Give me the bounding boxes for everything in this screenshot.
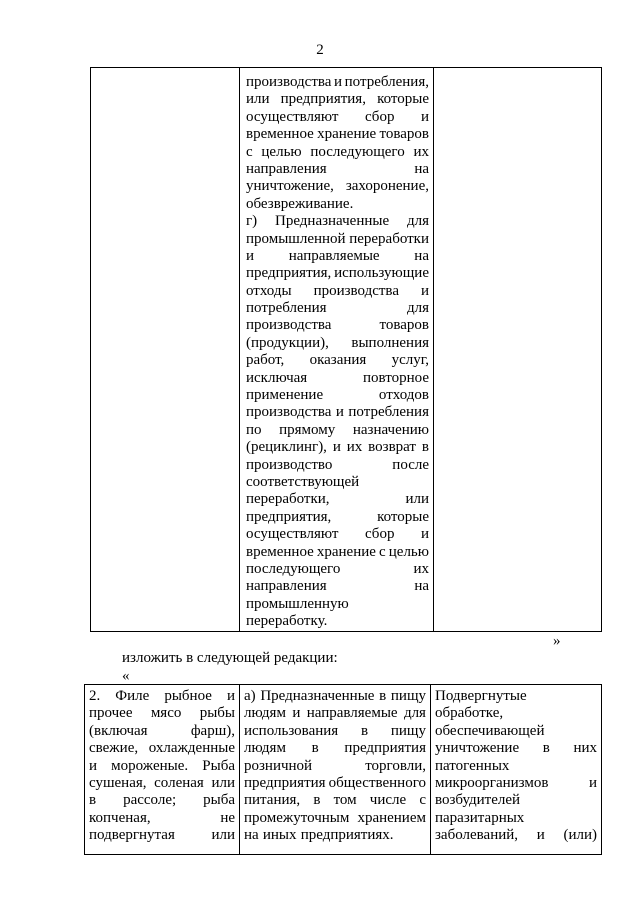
- word: целью: [388, 543, 429, 560]
- word: числе: [369, 792, 407, 809]
- word: и: [89, 757, 98, 774]
- table1-middle-line: [246, 178, 429, 195]
- opening-quote: «: [122, 668, 130, 684]
- table2-purpose-line: [244, 705, 426, 722]
- table2-product-line: [89, 827, 235, 844]
- table-new-edition: [84, 684, 602, 855]
- word: последующего: [246, 560, 341, 577]
- table2-condition-text: [435, 688, 597, 845]
- word: и: [292, 705, 301, 722]
- word: (включая: [89, 722, 148, 739]
- table2-product-line: [89, 688, 235, 705]
- word: направления: [246, 578, 327, 595]
- word: иных: [262, 827, 297, 844]
- word: рыбное: [164, 688, 212, 704]
- word: переработки: [349, 230, 429, 247]
- word: переработки,: [246, 491, 330, 508]
- word: или: [211, 827, 235, 844]
- word: не: [220, 809, 235, 826]
- word: и: [246, 247, 255, 264]
- word: (рециклинг),: [246, 439, 327, 456]
- word: оказания: [309, 352, 367, 369]
- table2-product-line: [89, 758, 235, 775]
- word: предприятия: [344, 740, 426, 757]
- word: фарш),: [190, 722, 235, 739]
- word: осуществляют: [246, 526, 339, 543]
- table1-right-cell: [434, 68, 602, 632]
- word: соленая: [154, 774, 204, 791]
- table1-middle-line: [246, 578, 429, 595]
- table1-middle-text: [246, 74, 429, 631]
- word: сбор: [364, 108, 395, 125]
- table1-middle-line: [246, 196, 429, 213]
- word: мясо: [150, 705, 182, 722]
- word: товаров: [379, 126, 429, 143]
- word: Рыба: [202, 757, 235, 774]
- word: производства: [246, 74, 332, 90]
- word: в: [421, 439, 429, 456]
- table1-middle-line: [246, 387, 429, 404]
- table1-middle-line: [246, 300, 429, 317]
- word: которые: [377, 508, 429, 525]
- table1-middle-line: [246, 265, 429, 282]
- word: после: [392, 456, 429, 473]
- word: них: [573, 740, 597, 757]
- word: и: [536, 827, 545, 844]
- word: Предназначенные: [275, 213, 390, 230]
- page-number: 2: [316, 42, 324, 58]
- word: производства: [246, 317, 332, 334]
- table1-middle-line: [246, 491, 429, 508]
- word: 2.: [89, 688, 101, 704]
- word: и: [226, 688, 235, 704]
- table2-product-line: [89, 775, 235, 792]
- word: уничтожение: [435, 740, 520, 757]
- word: возврат: [368, 439, 416, 456]
- word: исключая: [246, 369, 308, 386]
- table1-middle-line: [246, 248, 429, 265]
- word: сбор: [364, 526, 395, 543]
- word: с: [419, 792, 426, 809]
- table1-middle-line: [246, 231, 429, 248]
- table2-purpose-line: [244, 827, 426, 844]
- word: промышленную: [246, 595, 349, 612]
- word: их: [346, 439, 363, 456]
- word: и: [588, 774, 597, 791]
- word: хранением: [357, 809, 426, 826]
- table1-middle-line: [246, 457, 429, 474]
- word: временное: [246, 126, 314, 143]
- table2-product-line: [89, 740, 235, 757]
- word: паразитарных: [435, 809, 525, 826]
- table2-product-line: [89, 723, 235, 740]
- word: прямому: [279, 421, 336, 438]
- word: на: [244, 827, 259, 844]
- word: работ,: [246, 352, 285, 369]
- table1-middle-line: [246, 213, 429, 230]
- table2-purpose-line: [244, 792, 426, 809]
- word: розничной: [244, 757, 313, 774]
- word: или: [405, 491, 429, 508]
- closing-quote: »: [553, 633, 561, 649]
- table2-purpose-cell: [240, 685, 431, 855]
- table2-product-line: [89, 810, 235, 827]
- table2-purpose-line: [244, 810, 426, 827]
- word: производства: [313, 282, 399, 299]
- table1-middle-line: [246, 439, 429, 456]
- word: промежуточным: [244, 809, 350, 826]
- table2-purpose-line: [244, 775, 426, 792]
- table2-purpose-text: [244, 688, 426, 845]
- word: направляемые: [306, 705, 398, 722]
- word: предприятия,: [246, 508, 332, 525]
- table2-product-text: [89, 688, 235, 845]
- table2-product-line: [89, 792, 235, 809]
- word: направляемые: [288, 247, 380, 264]
- word: хранение: [316, 543, 376, 560]
- table-continued: [90, 67, 602, 632]
- word: патогенных: [435, 757, 510, 774]
- word: в: [542, 740, 550, 757]
- word: предприятия,: [280, 91, 366, 108]
- table2-condition-line: [435, 792, 597, 809]
- word: потребления: [246, 300, 327, 317]
- table1-middle-line: [246, 613, 429, 630]
- table1-middle-cell: [240, 68, 434, 632]
- word: осуществляют: [246, 108, 339, 125]
- word: и: [420, 108, 429, 125]
- word: мороженые.: [111, 757, 189, 774]
- word: выполнения: [351, 334, 429, 351]
- table1-middle-line: [246, 422, 429, 439]
- word: обезвреживание.: [246, 195, 354, 212]
- word: уничтожение,: [246, 178, 334, 195]
- table2-condition-cell: [431, 685, 602, 855]
- word: микроорганизмов: [435, 774, 549, 791]
- word: их: [413, 560, 429, 577]
- table1-middle-line: [246, 74, 429, 91]
- table2-purpose-line: [244, 723, 426, 740]
- word: общественного: [328, 774, 426, 791]
- word: обеспечивающей: [435, 722, 545, 739]
- table2-product-cell: [85, 685, 240, 855]
- word: обработке,: [435, 705, 504, 722]
- table2-condition-line: [435, 810, 597, 827]
- table2-purpose-line: [244, 688, 426, 705]
- table1-middle-line: [246, 526, 429, 543]
- word: и: [420, 282, 429, 299]
- table1-middle-line: [246, 509, 429, 526]
- table1-middle-line: [246, 144, 429, 161]
- table1-middle-line: [246, 161, 429, 178]
- word: с: [246, 143, 253, 160]
- table2-condition-line: [435, 688, 597, 705]
- word: на: [414, 160, 429, 177]
- word: применение: [246, 387, 324, 404]
- word: рыба: [203, 792, 235, 809]
- word: хранение: [317, 126, 377, 143]
- word: повторное: [363, 369, 429, 386]
- word: и: [332, 439, 341, 456]
- word: предприятия: [244, 774, 326, 791]
- word: в: [313, 792, 321, 809]
- table2-purpose-line: [244, 740, 426, 757]
- word: назначению: [352, 421, 429, 438]
- word: (или): [563, 827, 597, 844]
- word: в: [311, 740, 319, 757]
- word: рыбы: [199, 705, 235, 722]
- table1-middle-line: [246, 126, 429, 143]
- word: отходы: [246, 282, 292, 299]
- table1-middle-line: [246, 317, 429, 334]
- word: предприятия,: [246, 265, 332, 282]
- word: в: [89, 792, 97, 809]
- word: г): [246, 213, 258, 230]
- word: по: [246, 421, 262, 438]
- table1-middle-line: [246, 283, 429, 300]
- table1-middle-line: [246, 404, 429, 421]
- word: или: [211, 774, 235, 791]
- table2-purpose-line: [244, 758, 426, 775]
- word: питания,: [244, 792, 301, 809]
- word: в: [379, 688, 387, 704]
- word: целью: [261, 143, 302, 160]
- amendment-paragraph: изложить в следующей редакции:: [122, 650, 338, 666]
- word: захоронение,: [345, 178, 429, 195]
- word: или: [246, 91, 270, 108]
- table1-middle-line: [246, 91, 429, 108]
- table1-middle-line: [246, 474, 429, 491]
- word: возбудителей: [435, 792, 521, 809]
- word: использования: [244, 722, 339, 739]
- word: и: [420, 526, 429, 543]
- word: предприятиях.: [300, 827, 394, 844]
- word: производства: [246, 404, 332, 421]
- table1-middle-line: [246, 370, 429, 387]
- table2-condition-line: [435, 758, 597, 775]
- word: людям: [244, 740, 286, 757]
- word: переработку.: [246, 613, 328, 630]
- word: том: [333, 792, 357, 809]
- table1-middle-line: [246, 596, 429, 613]
- table1-left-cell: [91, 68, 240, 632]
- word: производство: [246, 456, 333, 473]
- word: Предназначенные: [260, 688, 375, 704]
- word: людям: [244, 705, 286, 722]
- word: а): [244, 688, 256, 704]
- word: потребления: [348, 404, 429, 421]
- table2-condition-line: [435, 740, 597, 757]
- word: рассоле;: [123, 792, 177, 809]
- word: услуг,: [391, 352, 429, 369]
- table1-middle-line: [246, 561, 429, 578]
- word: свежие,: [89, 740, 139, 757]
- table2-condition-line: [435, 723, 597, 740]
- table1-middle-line: [246, 109, 429, 126]
- word: (продукции),: [246, 334, 329, 351]
- word: Филе: [115, 688, 150, 704]
- word: и: [334, 74, 343, 90]
- word: использующие: [334, 265, 429, 282]
- word: для: [406, 300, 429, 317]
- word: последующего: [310, 143, 405, 160]
- word: охлажденные: [148, 740, 235, 757]
- table2-condition-line: [435, 775, 597, 792]
- table1-middle-line: [246, 335, 429, 352]
- word: их: [413, 143, 429, 160]
- word: отходов: [378, 387, 429, 404]
- word: соответствующей: [246, 473, 360, 490]
- word: Подвергнутые: [435, 688, 527, 704]
- word: подвергнутая: [89, 827, 175, 844]
- word: торговли,: [365, 757, 426, 774]
- word: на: [414, 247, 429, 264]
- word: потребления,: [344, 74, 429, 90]
- table2-product-line: [89, 705, 235, 722]
- word: для: [403, 705, 426, 722]
- word: заболеваний,: [435, 827, 519, 844]
- table2-condition-line: [435, 827, 597, 844]
- word: сушеная,: [89, 774, 147, 791]
- word: временное: [246, 543, 314, 560]
- word: с: [379, 543, 386, 560]
- word: прочее: [89, 705, 133, 722]
- word: на: [414, 578, 429, 595]
- word: пищу: [390, 722, 426, 739]
- word: для: [406, 213, 429, 230]
- table2-condition-line: [435, 705, 597, 722]
- word: направления: [246, 160, 327, 177]
- word: пищу: [390, 688, 426, 704]
- word: копченая,: [89, 809, 151, 826]
- word: которые: [377, 91, 429, 108]
- table1-middle-line: [246, 352, 429, 369]
- word: товаров: [379, 317, 429, 334]
- word: в: [360, 722, 369, 739]
- word: промышленной: [246, 230, 346, 247]
- table1-middle-line: [246, 544, 429, 561]
- word: и: [335, 404, 344, 421]
